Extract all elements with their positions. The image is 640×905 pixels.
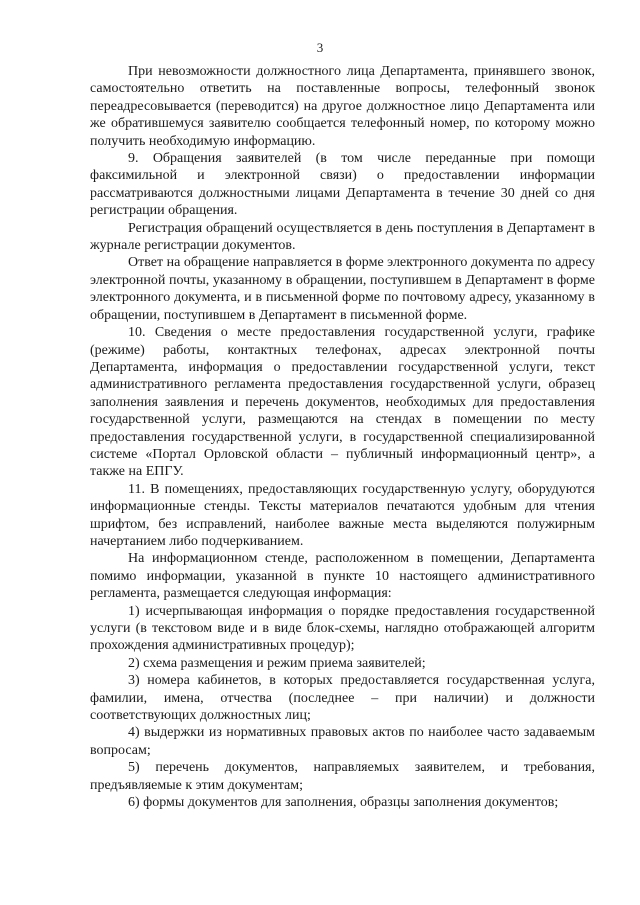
paragraph-10-information: 10. Сведения о месте предоставления государственной услуги, графике (режиме) работы, контактных телефонах, адресах электронной почты Департамента, информация о предоставлении государственной услуги, текст административного регламента предоставления государственной услуги, образец заполнения заявления и перечень документов, необходимых для предоставления государственной услуги, размещаются на стендах в помещении по месту предоставления государственной услуги, в государственной специализированной системе «Портал Орловской области – публичный информационный центр», а также на ЕПГУ. [90, 325, 595, 480]
paragraph-response: Ответ на обращение направляется в форме электронного документа по адресу электронной почты, указанному в обращении, поступившем в Департамент в форме электронного документа, и в письменной форме по почтовому адресу, указанному в обращении, поступившем в Департамент в письменной форме. [90, 255, 595, 323]
list-item-3: 3) номера кабинетов, в которых предоставляется государственная услуга, фамилии, имена, отчества (последнее – при наличии) и должности соответствующих должностных лиц; [90, 673, 595, 724]
paragraph-9-appeals: 9. Обращения заявителей (в том числе переданные при помощи факсимильной и электронной связи) о предоставлении информации рассматриваются должностными лицами Департамента в течение 30 дней со дня регистрации обращения. [90, 151, 595, 219]
list-item-1: 1) исчерпывающая информация о порядке предоставления государственной услуги (в текстовом виде и в виде блок-схемы, наглядно отображающей алгоритм прохождения административных процедур); [90, 603, 595, 654]
paragraph-11-stands: 11. В помещениях, предоставляющих государственную услугу, оборудуются информационные стенды. Тексты материалов печатаются удобным для чтения шрифтом, без исправлений, наиболее важные места выделяются полужирным начертанием либо подчеркиванием. [90, 481, 595, 549]
list-item-4: 4) выдержки из нормативных правовых актов по наиболее часто задаваемым вопросам; [90, 725, 595, 758]
list-item-2: 2) схема размещения и режим приема заявителей; [128, 655, 426, 671]
paragraph-stand-info: На информационном стенде, расположенном в помещении, Департамента помимо информации, указанной в пункте 10 настоящего административного регламента, размещается следующая информация: [90, 551, 595, 602]
paragraph-registration: Регистрация обращений осуществляется в день поступления в Департамент в журнале регистрации документов. [90, 220, 595, 254]
list-item-6: 6) формы документов для заполнения, образцы заполнения документов; [128, 795, 559, 811]
page-number: 3 [316, 40, 324, 55]
paragraph-phone-redirect: При невозможности должностного лица Департамента, принявшего звонок, самостоятельно ответить на поставленные вопросы, телефонный звонок переадресовывается (переводится) на другое должностное лицо Департамента или же обратившемуся заявителю сообщается телефонный номер, по которому можно получить необходимую информацию. [90, 64, 595, 149]
list-item-5: 5) перечень документов, направляемых заявителем, и требования, предъявляемые к этим документам; [90, 760, 595, 793]
document-body [90, 63, 595, 811]
